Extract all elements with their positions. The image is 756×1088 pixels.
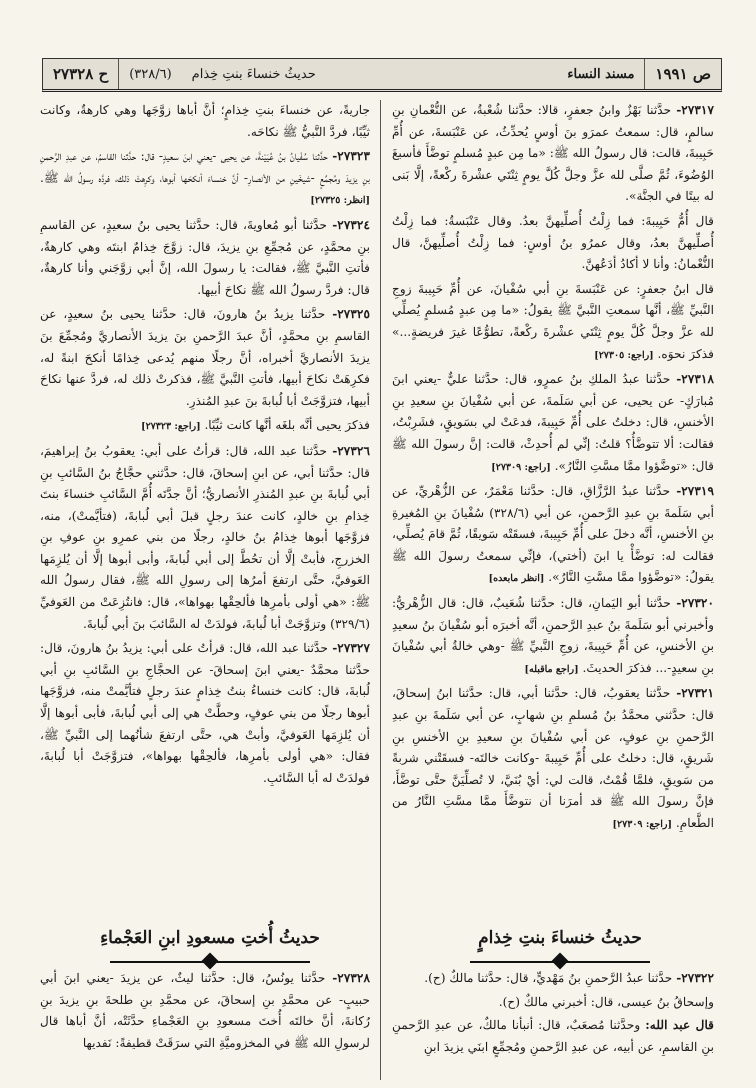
hadith-text: حدَّثنا بَهْزٌ وابنُ جعفرٍ، قالا: حدَّثنا شُعْبةُ، عن النُّعْمانِ بنِ سالمٍ، قال: سمعتُ عمرَو بنَ أوسٍ يُحدِّثُ، عن عَنْبَسةَ، عن أُمِّ حَبِيبةَ، قالت: قال رسولُ الله ﷺ: «ما مِن عبدٍ مُسلمٍ توضَّأَ فأسبغَ الوُضُوءَ، ثُمَّ صلَّى لله عزَّ وجلَّ كُلَّ يومٍ ثِنْتَي عشْرةَ ركْعةً، إلَّا بَنى له بيتًا في الجنَّة». <box>392 103 714 204</box>
hadith-paragraph <box>40 415 370 438</box>
hadith-text: حدَّثنا عبد الله، قال: قرأتُ على أبي: يزيدُ بنُ هارونَ، قال: حدَّثنا محمَّدٌ -يعني ابنَ إسحاقَ- عن الحجَّاجِ بنِ السَّائبِ بنِ أبي لُبابةَ، قال: كانت خنساءُ بنتُ خِذامٍ عندَ رجلٍ فتأيَّمتْ منه، فزوَّجَها أبوها رجلًا من بني عوفٍ، وحطَّتْ هي إلى أبي لُبابةَ، فأبى أبوها إلَّا أن يُلزِمَها العَوفيَّ، وأبتْ هي، حتَّى ارتفعَ شأنُهما إلى النَّبيِّ ﷺ، فقال: «هي أولى بأمرِها، فألحِقْها بهواها»، فتزوَّجَتْ أبا لُبابةَ، فولدَتْ له أبا السَّائبِ. <box>40 641 370 785</box>
section-title-right: حديثُ خنساءَ بنتِ خِذامٍ <box>478 928 642 948</box>
page-header <box>42 58 722 92</box>
hadith-text: حدَّثنا عبدُ الرَّحمنِ بنُ مَهْديٍّ، قال: حدَّثنا مالكٌ (ح). <box>424 971 673 985</box>
hadith-paragraph <box>392 211 714 276</box>
section-title-left: حديثُ أُختِ مسعودِ ابنِ العَجْماءِ <box>100 928 320 948</box>
hadith-text: قال أُمُّ حَبِيبةَ: فما زِلْتُ أُصلِّيهنَّ بعدُ. وقال عَنْبَسةُ: فما زِلْتُ أُصلِّيهنَّ بعدُ، وقال عمرُو بنُ أوسٍ: فما زِلْتُ أُصلِّيهنَّ، قال النُّعْمانُ: وأنا لا أكادُ أدَعُهنَّ. <box>392 213 714 272</box>
hadith-paragraph <box>392 992 714 1014</box>
cross-reference: [راجع ماقبله] <box>524 663 579 675</box>
hadith-text: حدَّثنا يعقوبُ، قال: حدَّثنا أبي، قال: حدَّثنا ابنُ إسحاقَ، قال: حدَّثني محمَّدُ بنُ مُسلمِ بنِ شهابٍ، عن أبي سَلَمةَ بنِ عبدِ الرَّحمنِ بنِ عوفٍ، عن أبي سُفْيانَ بنِ سعيدِ بنِ الأخنسِ بنِ شَريقٍ، قال: دخلتُ على أُمِّ حَبِيبةَ -وكانت خالتَه- فسقَتْني شربةً من سَويقٍ، فلمَّا قُمْتُ، قالت لي: أيْ بُنَيَّ، لا تُصلِّيَنَّ حتَّى توضَّأَ، فإنَّ رسولَ الله ﷺ قد أمرَنا أن نتوضَّأَ ممَّا مسَّتِ النَّارُ من الطَّعامِ. <box>392 686 714 830</box>
hadith-number: ٢٧٣٢٦- <box>332 443 370 458</box>
section-ornament <box>110 958 310 966</box>
hadith-text: وإسحاقُ بنُ عيسى، قال: أخبرني مالكٌ (ح). <box>498 994 714 1009</box>
hadith-text: جاريةً، عن خنساءَ بنتِ خِذامٍ؛ أنَّ أباها زوَّجَها وهي كارهةٌ، وكانت ثيِّبًا، فردَّ النَّبيُّ ﷺ نكاحَه. <box>40 103 370 139</box>
left-section-body <box>40 968 370 1086</box>
hadith-number: ٢٧٣٢٤- <box>332 217 370 232</box>
header-divider <box>118 59 119 89</box>
hadith-text: حدَّثنا عبدُ الملكِ بنُ عمرٍو، قال: حدَّثنا عليٌّ -يعني ابنَ مُبارَكٍ- عن يحيى، عن أبي سَلَمةَ، عن أبي سُفْيانَ بنِ سعيدِ بنِ الأخنسِ، قال: دخلتُ على أُمِّ حَبِيبةَ، فدعَتْ لي بسَويقٍ، فشَرِبْتُ، فقالت: ألا تتوضَّأُ؟ قلتُ: إنِّي لم أُحدِثْ، قالت: إنَّ رسولَ الله ﷺ قال: «توضَّؤوا ممَّا مسَّتِ النَّارُ». <box>392 372 714 473</box>
cross-reference: [راجع: ٢٧٣٠٥] <box>594 349 654 361</box>
hadith-text: قال ابنُ جعفرٍ: عن عَنْبَسةَ بنِ أبي سُفْيانَ، عن أُمِّ حَبِيبةَ زوجِ النَّبيِّ ﷺ، أنَّها سمعتِ النَّبيَّ ﷺ يقولُ: «ما مِن عبدٍ مُسلمٍ يُصلِّي لله عزَّ وجلَّ كُلَّ يومٍ ثِنْتَي عشْرةَ ركْعةً، تطوُّعًا غيرَ فريضةٍ...» فذكرَ نحوَه. <box>392 281 714 361</box>
hadith-number: ٢٧٣١٩- <box>676 484 714 499</box>
hadith-text: حدَّثنا عبد الله، قال: قرأتُ على أبي: يعقوبُ بنُ إبراهيمَ، قال: حدَّثنا أبي، عن ابنِ إسحاقَ، قال: حدَّثني حجَّاجُ بنُ السَّائبِ بنِ أبي لُبابةَ بنِ عبدِ المُنذرِ الأنصاريُّ؛ أنَّ جدَّتَه أُمَّ السَّائبِ خنساءَ بنتَ خِذامِ بنِ خالدٍ، كانت عندَ رجلٍ قبلَ أبي لُبابةَ، (فتأيَّمتْ)، منه، فزوَّجَها أبوها خِذامُ بنُ خالدٍ، رجلًا من بني عمرِو بنِ عوفِ بنِ الخزرجِ، فأبتْ إلَّا أن تحُطَّ إلى أبي لُبابةَ، وأبى أبوها إلَّا أن يُلزِمَها العَوفيَّ، حتَّى ارتفعَ أمرُها إلى رسولِ الله ﷺ، فقال رسولُ الله ﷺ: «هي أولى بأمرِها فألحِقْها بهواها»، قال: فانتُزِعَتْ من العَوفيِّ (٣٢٩/٦) وتزوَّجَتْ أبا لُبابةَ، فولدَتْ له السَّائبَ بنَ أبي لُبابةَ. <box>40 443 370 631</box>
hadith-paragraph <box>392 968 714 990</box>
hadith-paragraph <box>392 100 714 208</box>
cross-reference: [راجع: ٢٧٣٠٩] <box>612 819 672 830</box>
hadith-paragraph <box>392 279 714 366</box>
header-divider <box>644 59 645 89</box>
hadith-number: ٢٧٣١٧- <box>676 103 714 117</box>
hadith-text: حدَّثنا عبدُ الرَّزَّاقِ، قال: حدَّثنا مَعْمَرٌ، عن الزُّهْريِّ، عن أبي سَلَمةَ بنِ عبدِ الرَّحمنِ، عن أبي (٣٢٨/٦) سُفْيانَ بنِ المُغيرةِ بنِ الأخنسِ، أنَّه دخلَ على أُمِّ حَبِيبةَ، فسقَتْه سَويقًا، ثُمَّ قامَ يُصلِّي، فقالت له: توضَّأْ يا ابنَ (أختي)، فإنِّي سمعتُ رسولَ الله ﷺ يقولُ: «توضَّؤوا ممَّا مسَّتِ النَّارُ». <box>392 484 714 585</box>
header-section: مسند النساء <box>567 66 635 82</box>
hadith-paragraph <box>40 304 370 412</box>
hadith-paragraph <box>40 638 370 789</box>
section-ornament <box>470 958 650 966</box>
cross-reference: [راجع: ٢٧٣٠٩] <box>491 461 551 473</box>
hadith-number: ٢٧٣١٨- <box>676 372 714 387</box>
hadith-paragraph <box>40 441 370 635</box>
hadith-text: فذكرَ يحيى أنَّه بلغَه أنَّها كانت ثيِّبًا. <box>204 418 370 433</box>
hadith-paragraph <box>40 100 370 143</box>
hadith-text: حدَّثنا يزيدُ بنُ هارونَ، قال: حدَّثنا يحيى بنُ سعيدٍ، عن القاسمِ بنِ محمَّدٍ، أنَّ عبدَ الرَّحمنِ بنَ يزيدَ الأنصاريَّ ومُجمِّعَ بنَ يزيدَ الأنصاريَّ أخبراه، أنَّ رجلًا منهم يُدعى خِذامًا أنكحَ ابنةً له، فكرِهَتْ نكاحَ أبيها، فأتتِ النَّبيَّ ﷺ، فذكرتْ ذلك له، فردَّ عنها نكاحَ أبيها، فتزوَّجَتْ أبا لُبابةَ بنَ عبدِ المُنذرِ. <box>40 307 370 408</box>
hadith-paragraph <box>40 215 370 301</box>
hadith-number: ٢٧٣٢٧- <box>332 641 370 656</box>
hadith-text: حدَّثنا أبو مُعاويةَ، قال: حدَّثنا يحيى بنُ سعيدٍ، عن القاسمِ بنِ محمَّدٍ، عن مُجمِّعِ بنِ يزيدَ، قال: زوَّجَ خِذامٌ ابنتَه وهي كارهةٌ، فأتتِ النَّبيَّ ﷺ، فقالت: يا رسولَ الله، إنَّ أبي زوَّجَني وأنا كارهةٌ، قال: فردَّ رسولُ الله ﷺ نكاحَ أبيها. <box>40 217 370 297</box>
hadith-text: حدَّثنا سُفْيانُ بنُ عُيَيْنةَ، عن يحيى -يعني ابنَ سعيدٍ- قال: حدَّثنا القاسمُ، عن عبدِ الرَّحمنِ بنِ يزيدَ ومُجمِّعٍ -شيخَينِ من الأنصارِ- أنَّ خنساءَ أنكحَها أبوها، وكرِهتْ ذلك، فردَّه رسولُ الله ﷺ. <box>40 149 370 185</box>
cross-reference: [راجع: ٢٧٣٢٣] <box>141 421 201 433</box>
hadith-text: حدَّثنا يونُسُ، قال: حدَّثنا ليثٌ، عن يزيدَ -يعني ابنَ أبي حبيبٍ- عن محمَّدِ بنِ إسحاقَ، عن محمَّدِ بنِ طلحةَ بنِ يزيدَ بنِ رُكانةَ، أنَّ خالتَه أُختَ مسعودِ بنِ العَجْماءِ حدَّثَتْه، أنَّ أباها قال لرسولِ الله ﷺ في المخزوميَّةِ التي سرَقَتْ قطيفةً: نَفديها <box>40 971 370 1050</box>
hadith-number: ٢٧٣٢٥- <box>332 307 370 322</box>
hadith-paragraph <box>392 683 714 835</box>
hadith-paragraph <box>40 146 370 212</box>
hadith-paragraph <box>40 968 370 1054</box>
hadith-paragraph <box>392 1015 714 1058</box>
hadith-paragraph <box>392 369 714 478</box>
hadith-paragraph <box>392 593 714 680</box>
cross-reference: [انظر مابعده] <box>488 573 545 585</box>
left-column <box>40 100 370 900</box>
page-number: ص ١٩٩١ <box>655 65 711 83</box>
hadith-number: ٢٧٣٢١- <box>676 686 714 701</box>
hadith-text: حدَّثنا أبو اليَمانِ، قال: حدَّثنا شُعَيبٌ، قال: قال الزُّهْريُّ: وأخبرني أبو سَلَمةَ بنُ عبدِ الرَّحمنِ، أنَّه أخبرَه أبو سُفْيانَ بنُ سعيدِ بنِ الأخنسِ، عن أُمِّ حَبِيبةَ، زوجِ النَّبيِّ ﷺ -وهي خالةُ أبي سُفْيانَ بنِ سعيدٍ-... فذكرَ الحديثَ. <box>392 596 714 675</box>
column-divider <box>380 100 381 1080</box>
hadith-number: قال عبد الله: <box>645 1018 714 1033</box>
right-section-body <box>392 968 714 1086</box>
hadith-number: ٢٧٣٢٠- <box>676 596 714 611</box>
header-volpage: (٣٢٨/٦) <box>129 66 172 82</box>
hadith-number: ٢٧٣٢٣- <box>332 149 370 164</box>
hadith-paragraph <box>392 481 714 590</box>
hadith-range: ح ٢٧٣٢٨ <box>53 65 109 83</box>
cross-reference: [انظر: ٢٧٣٢٥] <box>310 195 370 207</box>
hadith-text: وحدَّثنا مُصعَبٌ، قال: أنبأنا مالكٌ، عن عبدِ الرَّحمنِ بنِ القاسمِ، عن أبيه، عن عبدِ الرَّحمنِ ومُجمِّعٍ ابنَي يزيدَ ابنِ <box>392 1018 714 1054</box>
header-title: حديثُ خنساءَ بنتِ خِذام <box>191 66 316 82</box>
hadith-number: ٢٧٣٢٨- <box>332 971 370 985</box>
hadith-number: ٢٧٣٢٢- <box>676 971 714 985</box>
